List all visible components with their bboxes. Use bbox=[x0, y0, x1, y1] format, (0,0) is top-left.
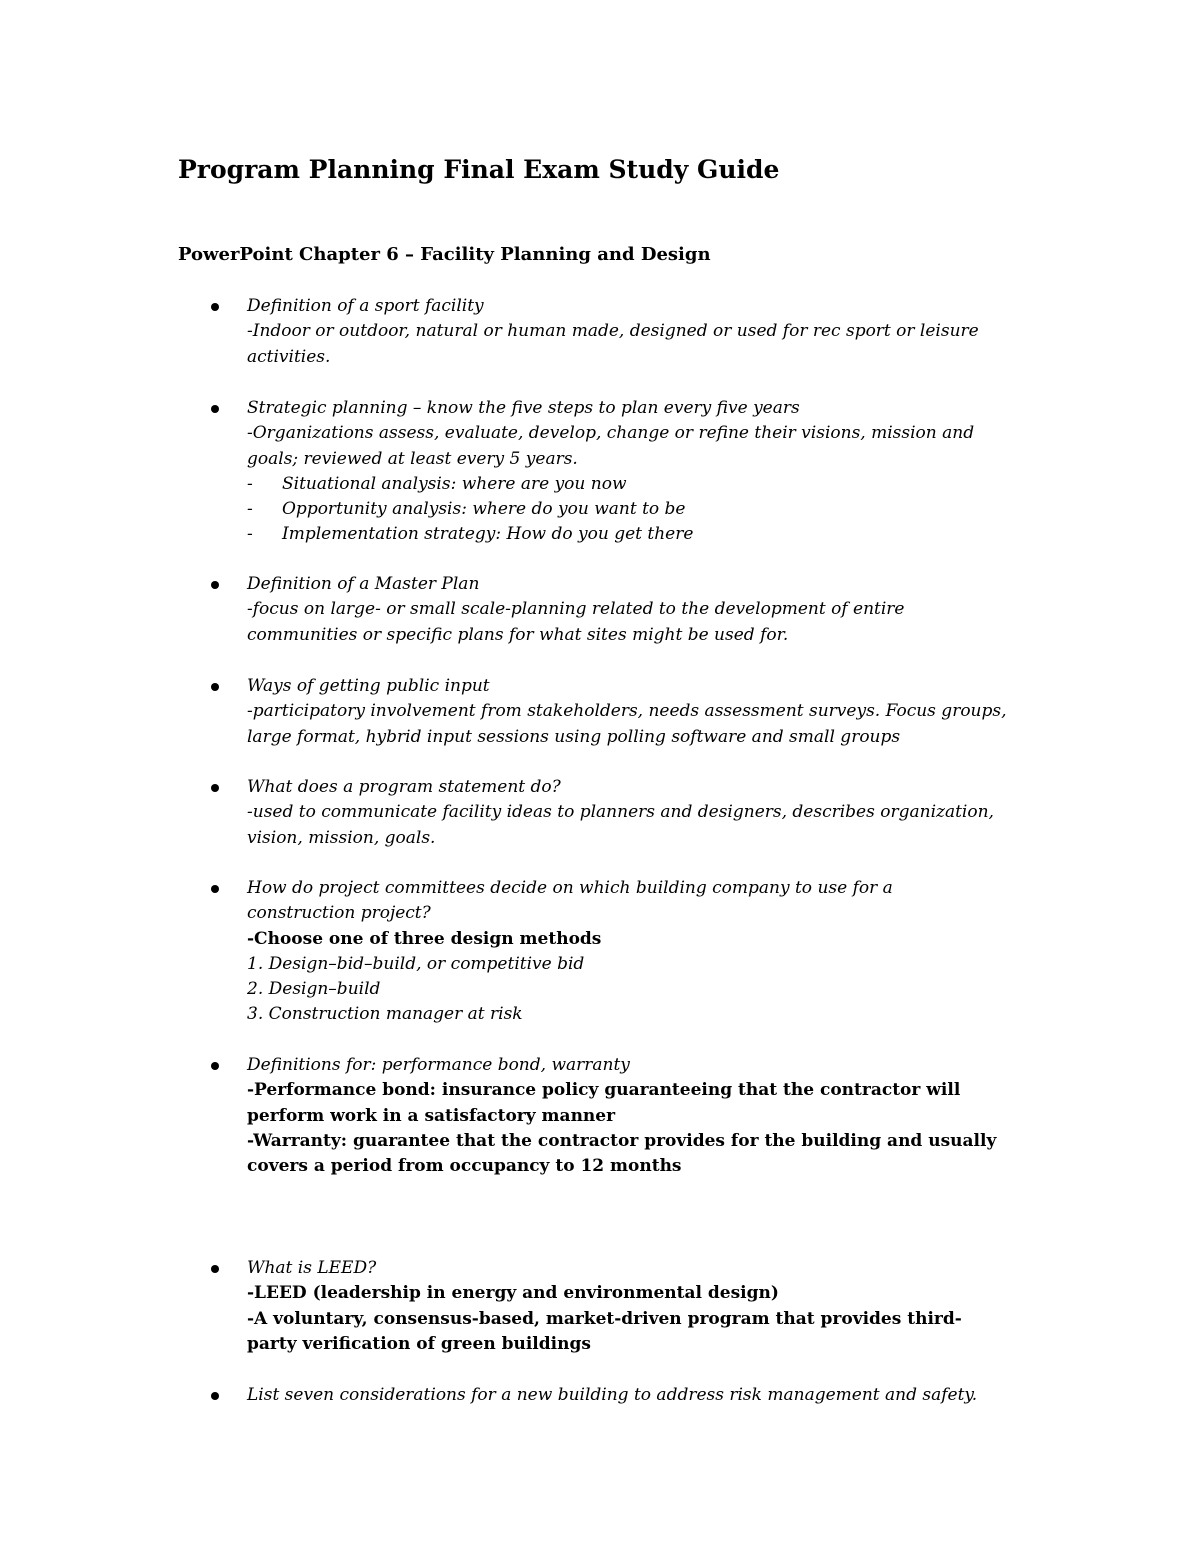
dash-icon: - bbox=[247, 473, 253, 494]
item-answer-bold: perform work in a satisfactory manner bbox=[247, 1105, 616, 1126]
document-title: Program Planning Final Exam Study Guide bbox=[178, 155, 780, 184]
bullet-icon bbox=[211, 303, 219, 311]
section-heading: PowerPoint Chapter 6 – Facility Planning and Design bbox=[178, 244, 711, 265]
item-answer-bold: -Choose one of three design methods bbox=[247, 928, 602, 949]
item-question: Definition of a Master Plan bbox=[247, 574, 480, 594]
sub-item-text: Implementation strategy: How do you get there bbox=[282, 524, 694, 545]
item-question: What does a program statement do? bbox=[247, 777, 561, 797]
design-method: 1. Design–bid–build, or competitive bid bbox=[247, 953, 585, 974]
bullet-icon bbox=[211, 1392, 219, 1400]
item-answer-line: -Indoor or outdoor, natural or human made, designed or used for rec sport or leisure bbox=[247, 321, 979, 342]
sub-item-text: Situational analysis: where are you now bbox=[282, 473, 627, 494]
item-question: How do project committees decide on which building company to use for a bbox=[247, 878, 893, 898]
bullet-icon bbox=[211, 683, 219, 691]
item-answer-line: -focus on large- or small scale-planning related to the development of entire bbox=[247, 599, 905, 620]
item-question: Strategic planning – know the five steps to plan every five years bbox=[247, 398, 800, 418]
item-answer-line: -Organizations assess, evaluate, develop, change or refine their visions, mission and bbox=[247, 423, 975, 444]
item-answer-line: vision, mission, goals. bbox=[247, 827, 436, 848]
sub-item-text: Opportunity analysis: where do you want to be bbox=[282, 499, 686, 520]
sub-list-item bbox=[247, 497, 1037, 522]
bullet-icon bbox=[211, 784, 219, 792]
item-answer-line: -participatory involvement from stakeholders, needs assessment surveys. Focus groups, bbox=[247, 701, 1007, 722]
item-question: List seven considerations for a new building to address risk management and safety. bbox=[247, 1385, 978, 1405]
item-question: construction project? bbox=[247, 903, 431, 924]
bullet-icon bbox=[211, 1062, 219, 1070]
sub-list-item bbox=[247, 472, 1037, 497]
sub-list-item bbox=[247, 522, 1037, 547]
item-answer-bold: covers a period from occupancy to 12 months bbox=[247, 1156, 682, 1177]
bullet-icon bbox=[211, 1265, 219, 1273]
item-answer-bold: -LEED (leadership in energy and environmental design) bbox=[247, 1283, 779, 1304]
item-answer-bold: -Performance bond: insurance policy guaranteeing that the contractor will bbox=[247, 1080, 961, 1101]
design-method: 2. Design–build bbox=[247, 979, 381, 1000]
bullet-icon bbox=[211, 581, 219, 589]
item-answer-bold: -A voluntary, consensus-based, market-driven program that provides third- bbox=[247, 1308, 962, 1329]
item-answer-line: goals; reviewed at least every 5 years. bbox=[247, 448, 578, 469]
item-answer-line: large format, hybrid input sessions using polling software and small groups bbox=[247, 726, 901, 747]
item-question: Definition of a sport facility bbox=[247, 296, 484, 316]
item-answer-bold: -Warranty: guarantee that the contractor provides for the building and usually bbox=[247, 1130, 997, 1151]
item-answer-bold: party verification of green buildings bbox=[247, 1333, 591, 1354]
item-answer-line: activities. bbox=[247, 346, 331, 367]
bullet-icon bbox=[211, 405, 219, 413]
item-question: What is LEED? bbox=[247, 1258, 377, 1278]
item-question: Definitions for: performance bond, warranty bbox=[247, 1055, 630, 1075]
design-method: 3. Construction manager at risk bbox=[247, 1004, 523, 1025]
item-answer-line: communities or specific plans for what sites might be used for. bbox=[247, 624, 789, 645]
dash-icon: - bbox=[247, 524, 253, 545]
item-question: Ways of getting public input bbox=[247, 676, 490, 696]
item-answer-line: -used to communicate facility ideas to planners and designers, describes organization, bbox=[247, 802, 994, 823]
dash-icon: - bbox=[247, 499, 253, 520]
bullet-icon bbox=[211, 885, 219, 893]
